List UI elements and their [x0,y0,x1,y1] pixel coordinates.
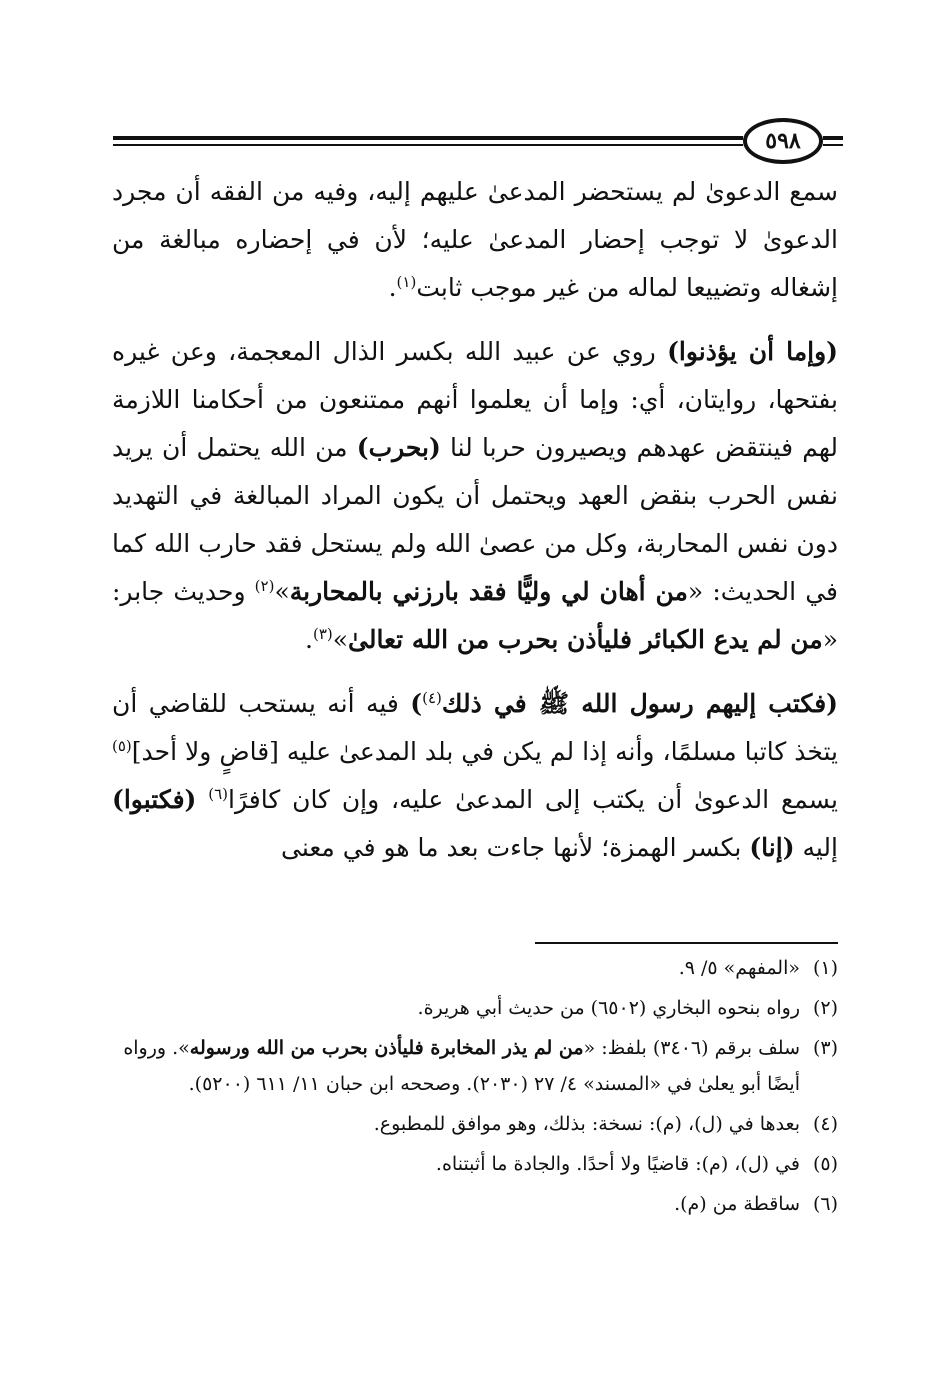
text-run: من الله يحتمل أن يريد نفس الحرب بنقض العهد ويحتمل أن يكون المراد المبالغة في التهديد دون نفس المحاربة، وكل من عصىٰ الله ولم يستحل فقد حارب الله كما في الحديث: « [112,433,839,606]
text-run: . [305,625,313,654]
bold-text: (فكتب إليهم رسول الله ﷺ في ذلك [441,689,838,718]
footnote-ref: (٣) [312,625,333,643]
footnote-ref: (٦) [208,785,229,803]
text-run: روي عن عبيد الله بكسر الذال المعجمة، وعن غيره بفتحها، روايتان، أي: وإما أن يعلموا أنهم ممتنعون من أحكامنا اللازمة لهم فينتقض عهدهم ويصيرون حربا لنا [112,337,838,462]
text-run: «المفهم» ٥/ ٩. [678,957,800,979]
footnote-separator [535,942,838,944]
text-run: في (ل)، (م): قاضيًا ولا أحدًا. والجادة ما أثبتناه. [435,1153,800,1175]
bold-text: من أهان لي وليًّا فقد بارزني بالمحاربة [289,577,688,606]
footnote-text [112,950,800,986]
text-run: » [332,625,349,654]
footnote-ref: (٤) [422,689,442,707]
text-run: ». ورواه أيضًا أبو يعلىٰ في «المسند» ٤/ ٢٧ (٢٠٣٠). وصححه ابن حبان ١١/ ٦١١ (٥٢٠٠). [123,1037,800,1095]
text-run: سمع الدعوىٰ لم يستحضر المدعىٰ عليهم إليه، وفيه من الفقه أن مجرد الدعوىٰ لا توجب إحضار المدعىٰ عليه؛ لأن في إحضاره مبالغة من إشغاله وتضييعا لماله من غير موجب ثابت [112,177,838,302]
header-rule-thin [113,144,743,146]
text-run: إليه [794,833,838,862]
paragraph [112,328,838,664]
footnote-number: (٢) [812,997,838,1019]
bold-text: ) [410,689,423,718]
footnote-number: (١) [812,957,838,979]
text-run: فيه أنه يستحب للقاضي أن يتخذ كاتبا مسلمًا، وأنه إذا لم يكن في بلد المدعىٰ عليه [قاضٍ ولا أحد] [112,689,838,766]
footnote [112,950,838,986]
footnote [112,1146,838,1182]
footnote [112,1186,838,1222]
header-rule-right [823,136,843,140]
bold-text: (فكتبوا) [112,785,197,814]
text-run: يسمع الدعوىٰ أن يكتب إلى المدعىٰ عليه، وإن كان كافرًا [228,785,838,814]
bold-text: من لم يدع الكبائر فليأذن بحرب من الله تعالىٰ [348,625,823,654]
footnote-text [112,1030,800,1102]
bold-text: (إنا) [749,833,795,862]
footnote-ref: (١) [396,273,417,291]
page-number: ٥٩٨ [743,118,823,164]
footnote [112,990,838,1026]
footnote-text [112,1186,800,1222]
footnotes [112,950,838,1226]
paragraph [112,680,838,872]
footnote-text [112,1146,800,1182]
bold-text: من لم يذر المخابرة فليأذن بحرب من الله ورسوله [189,1037,584,1059]
text-run: ساقطة من (م). [674,1193,800,1215]
text-run: . [388,273,397,302]
text-run [196,785,208,814]
footnote-number: (٣) [812,1037,838,1059]
footnote-number: (٦) [812,1193,838,1215]
footnote-text [112,1106,800,1142]
footnote-text [112,990,800,1026]
footnote [112,1030,838,1102]
footnote-ref: (٢) [254,577,275,595]
footnote [112,1106,838,1142]
text-run: سلف برقم (٣٤٠٦) بلفظ: « [583,1037,800,1059]
text-run: بعدها في (ل)، (م): نسخة: بذلك، وهو موافق للمطبوع. [373,1113,800,1135]
footnote-number: (٥) [812,1153,838,1175]
page-header [113,118,843,168]
text-run: رواه بنحوه البخاري (٦٥٠٢) من حديث أبي هريرة. [417,997,800,1019]
bold-text: (وإما أن يؤذنوا) [667,337,838,366]
text-run: بكسر الهمزة؛ لأنها جاءت بعد ما هو في معنى [280,833,750,862]
header-rule-right-thin [823,144,843,146]
footnote-number: (٤) [812,1113,838,1135]
paragraph [112,168,838,312]
text-run: وحديث جابر: « [112,577,838,654]
header-rule [113,136,743,140]
main-text [112,168,838,888]
footnote-ref: (٥) [112,737,132,755]
text-run: » [274,577,290,606]
bold-text: (بحرب) [356,433,441,462]
